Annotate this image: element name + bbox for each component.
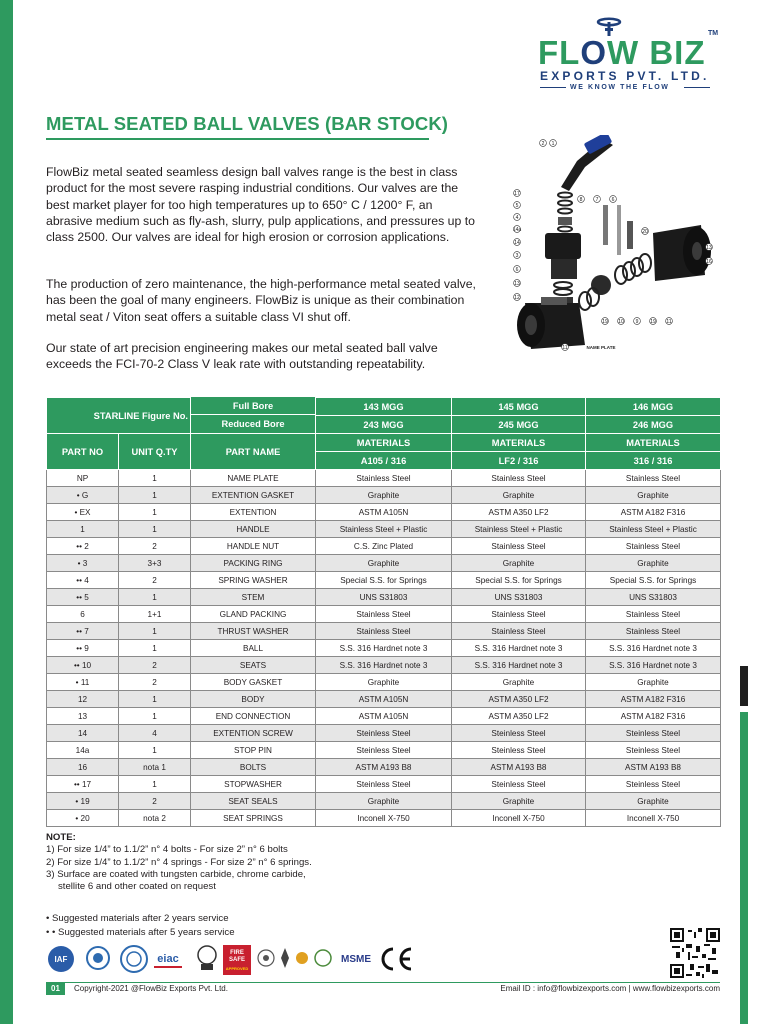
material-lf2-cell: Graphite (452, 793, 586, 810)
part-no-cell: •• 9 (47, 640, 119, 657)
callout-label: 1 (551, 140, 555, 147)
unit-qty-cell: 1 (119, 776, 191, 793)
gem-logo-icon (312, 944, 334, 974)
material-a105-cell: Stainless Steel (316, 606, 452, 623)
material-a105-cell: Steinless Steel (316, 725, 452, 742)
part-name-cell: STOP PIN (191, 742, 316, 759)
unit-qty-cell: 2 (119, 657, 191, 674)
rohs-logo-icon (80, 944, 116, 974)
suggestions-legend (46, 912, 235, 939)
part-name-cell: SPRING WASHER (191, 572, 316, 589)
material-a105-cell: Stainless Steel (316, 470, 452, 487)
material-lf2-cell: Graphite (452, 487, 586, 504)
page-number: 01 (46, 983, 65, 995)
callout-label: 14 (514, 239, 520, 246)
callout-label: 2 (541, 140, 545, 147)
table-row (47, 776, 721, 793)
callout-label: 13 (514, 280, 520, 287)
part-no-cell: 12 (47, 691, 119, 708)
note-item: stellite 6 and other coated on request (58, 881, 216, 893)
part-no-cell: •• 4 (47, 572, 119, 589)
unit-qty-cell: 2 (119, 538, 191, 555)
materials-table (46, 397, 721, 827)
left-accent-bar (0, 0, 13, 1024)
iaf-logo-icon (46, 944, 76, 974)
full-bore-col1: 143 MGG (316, 398, 452, 416)
callout-label: 6 (515, 266, 519, 273)
table-row (47, 759, 721, 776)
table-row (47, 504, 721, 521)
full-bore-col2: 145 MGG (452, 398, 586, 416)
table-row (47, 691, 721, 708)
material-a105-cell: ASTM A105N (316, 504, 452, 521)
unit-qty-cell: 1 (119, 708, 191, 725)
callout-label: 19 (602, 318, 608, 325)
suggestion-item: • • Suggested materials after 5 years service (46, 926, 235, 938)
part-no-cell: •• 2 (47, 538, 119, 555)
notes-section (46, 832, 446, 893)
material-lf2-cell: Stainless Steel + Plastic (452, 521, 586, 538)
note-item: 2) For size 1/4” to 1.1/2” n° 4 springs - For size 2” n° 6 springs. (46, 856, 312, 868)
callout-label: 4 (515, 214, 519, 221)
part-no-cell: •• 17 (47, 776, 119, 793)
part-no-cell: 14a (47, 742, 119, 759)
table-row (47, 793, 721, 810)
fire-safe-logo-icon (222, 944, 252, 976)
svg-text:APPROVED: APPROVED (225, 966, 249, 971)
contact-info[interactable]: Email ID : info@flowbizexports.com | www.flowbizexports.com (500, 984, 720, 993)
callout-label: 7 (595, 196, 599, 203)
part-name-cell: BALL (191, 640, 316, 657)
material-a105-cell: Stainless Steel + Plastic (316, 521, 452, 538)
part-no-cell: •• 7 (47, 623, 119, 640)
ped-logo-icon (278, 944, 292, 974)
callout-label: 11 (562, 344, 568, 351)
part-no-cell: 13 (47, 708, 119, 725)
part-name-cell: STOPWASHER (191, 776, 316, 793)
material-316-cell: ASTM A193 B8 (586, 759, 721, 776)
material-lf2-cell: Stainless Steel (452, 606, 586, 623)
material-a105-cell: Graphite (316, 674, 452, 691)
logo-subtitle: EXPORTS PVT. LTD. (540, 69, 710, 83)
reduced-bore-col2: 245 MGG (452, 416, 586, 434)
material-316-cell: Steinless Steel (586, 725, 721, 742)
engineering-paragraph: Our state of art precision engineering makes our metal seated ball valve exceeds the FCI-70-2 Class V leak rate with outstanding repeatability. (46, 341, 438, 372)
table-row (47, 555, 721, 572)
part-no-cell: 1 (47, 521, 119, 538)
reduced-bore-col1: 243 MGG (316, 416, 452, 434)
callout-label: 19 (650, 318, 656, 325)
bureau-veritas-logo-icon (196, 944, 218, 974)
part-name-cell: GLAND PACKING (191, 606, 316, 623)
part-name-cell: END CONNECTION (191, 708, 316, 725)
trademark-mark: TM (708, 30, 719, 37)
material-lf2-cell: S.S. 316 Hardnet note 3 (452, 640, 586, 657)
callout-label: 6 (611, 196, 615, 203)
page-title: METAL SEATED BALL VALVES (BAR STOCK) (46, 113, 449, 134)
callout-label: 14a (512, 226, 522, 233)
copyright-text: Copyright-2021 @FlowBiz Exports Pvt. Ltd. (74, 984, 228, 993)
material-lf2-cell: Steinless Steel (452, 742, 586, 759)
part-no-cell: • 3 (47, 555, 119, 572)
svg-text:SAFE: SAFE (228, 957, 246, 963)
unit-qty-cell: 1 (119, 623, 191, 640)
material-316-cell: Stainless Steel (586, 538, 721, 555)
svg-text:eiac: eiac (157, 953, 179, 965)
unit-qty-cell: nota 2 (119, 810, 191, 827)
footer-divider (46, 982, 720, 983)
note-item: 3) Surface are coated with tungsten carbide, chrome carbide, (46, 868, 306, 880)
material-lf2-cell: ASTM A193 B8 (452, 759, 586, 776)
callout-label: 12 (514, 294, 520, 301)
part-name-cell: NAME PLATE (191, 470, 316, 487)
part-name-cell: BOLTS (191, 759, 316, 776)
part-name-cell: THRUST WASHER (191, 623, 316, 640)
material-lf2-cell: Special S.S. for Springs (452, 572, 586, 589)
table-header-row (47, 398, 721, 416)
material-a105-cell: Graphite (316, 555, 452, 572)
qr-code-icon[interactable] (670, 928, 720, 978)
table-row (47, 538, 721, 555)
material-316-cell: Inconell X-750 (586, 810, 721, 827)
callout-label: 17 (514, 190, 520, 197)
unit-qty-cell: nota 1 (119, 759, 191, 776)
unit-qty-cell: 2 (119, 572, 191, 589)
certification-logos (46, 944, 416, 976)
material-a105-cell: ASTM A105N (316, 708, 452, 725)
material-lf2-cell: Stainless Steel (452, 538, 586, 555)
part-name-cell: EXTENTION (191, 504, 316, 521)
table-row (47, 640, 721, 657)
logo-tagline: WE KNOW THE FLOW (570, 84, 670, 91)
material-lf2-cell: Graphite (452, 674, 586, 691)
note-item: 1) For size 1/4” to 1.1/2” n° 4 bolts - For size 2” n° 6 bolts (46, 844, 288, 856)
material-316-cell: S.S. 316 Hardnet note 3 (586, 657, 721, 674)
material-316-cell: S.S. 316 Hardnet note 3 (586, 640, 721, 657)
table-row (47, 708, 721, 725)
material-a105-cell: Special S.S. for Springs (316, 572, 452, 589)
callout-label: 16 (706, 258, 712, 265)
intro-paragraph: FlowBiz metal seated seamless design ball valves range is the best in class product for the most severe rasping industrial conditions. Our valves are the best market player for too high temperatures up to 650° C / 1200° F, an abrasive medium such as fly-ash, slurry, pulp applications, and pressures up to class 2500. Our valves are ideal for high erosion or corrosion applications. (46, 165, 476, 245)
callout-label: 11 (666, 318, 672, 325)
material-316-cell: Stainless Steel (586, 606, 721, 623)
material-316-cell: ASTM A182 F316 (586, 691, 721, 708)
material-316-cell: Stainless Steel (586, 470, 721, 487)
table-row (47, 725, 721, 742)
table-row (47, 606, 721, 623)
table-row (47, 657, 721, 674)
maintenance-paragraph: The production of zero maintenance, the high-performance metal seated valve, has been the goal of many engineers. FlowBiz is unique as their combination metal seat / Viton seat offers a suitable class VI shut off. (46, 277, 476, 324)
part-name-header: PART NAME (191, 434, 316, 470)
table-row (47, 589, 721, 606)
full-bore-label: Full Bore (190, 397, 315, 415)
part-no-header: PART NO (47, 434, 119, 470)
unit-qty-cell: 1 (119, 487, 191, 504)
material-316-cell: Stainless Steel + Plastic (586, 521, 721, 538)
material-lf2-cell: ASTM A350 LF2 (452, 504, 586, 521)
materials-header: MATERIALS (316, 434, 452, 452)
logo-wordmark: FLOW BIZ (538, 34, 706, 71)
grade-header: A105 / 316 (316, 452, 452, 470)
material-316-cell: Special S.S. for Springs (586, 572, 721, 589)
callout-label: 10 (618, 318, 624, 325)
material-316-cell: Stainless Steel (586, 623, 721, 640)
material-316-cell: Graphite (586, 793, 721, 810)
material-a105-cell: Stainless Steel (316, 623, 452, 640)
right-dark-tab (740, 666, 748, 706)
material-316-cell: Graphite (586, 555, 721, 572)
material-316-cell: Graphite (586, 674, 721, 691)
material-a105-cell: Graphite (316, 793, 452, 810)
material-a105-cell: Inconell X-750 (316, 810, 452, 827)
part-no-cell: • 19 (47, 793, 119, 810)
unit-qty-cell: 1 (119, 470, 191, 487)
svg-text:MSME: MSME (341, 954, 371, 965)
tagline-rule-right (684, 87, 710, 88)
material-a105-cell: S.S. 316 Hardnet note 3 (316, 657, 452, 674)
unit-qty-cell: 3+3 (119, 555, 191, 572)
part-name-cell: HANDLE (191, 521, 316, 538)
material-lf2-cell: ASTM A350 LF2 (452, 708, 586, 725)
part-name-cell: SEAT SPRINGS (191, 810, 316, 827)
table-row (47, 674, 721, 691)
material-a105-cell: Steinless Steel (316, 742, 452, 759)
part-no-cell: •• 5 (47, 589, 119, 606)
right-accent-bar (740, 712, 748, 1024)
unit-qty-cell: 2 (119, 674, 191, 691)
material-a105-cell: ASTM A105N (316, 691, 452, 708)
material-a105-cell: S.S. 316 Hardnet note 3 (316, 640, 452, 657)
grade-header: 316 / 316 (586, 452, 721, 470)
material-lf2-cell: ASTM A350 LF2 (452, 691, 586, 708)
part-no-cell: 6 (47, 606, 119, 623)
svg-text:IAF: IAF (54, 955, 68, 964)
callout-label: 20 (642, 228, 648, 235)
material-lf2-cell: UNS S31803 (452, 589, 586, 606)
part-no-cell: • 11 (47, 674, 119, 691)
material-a105-cell: C.S. Zinc Plated (316, 538, 452, 555)
name-plate-label: NAME PLATE (586, 345, 616, 350)
full-bore-col3: 146 MGG (586, 398, 721, 416)
msme-logo-icon (336, 944, 376, 974)
table-row (47, 572, 721, 589)
unit-qty-cell: 4 (119, 725, 191, 742)
part-name-cell: STEM (191, 589, 316, 606)
unit-qty-cell: 1 (119, 640, 191, 657)
material-316-cell: ASTM A182 F316 (586, 708, 721, 725)
material-a105-cell: Steinless Steel (316, 776, 452, 793)
flowbiz-logo (536, 16, 726, 96)
material-lf2-cell: Stainless Steel (452, 470, 586, 487)
material-a105-cell: Graphite (316, 487, 452, 504)
material-a105-cell: UNS S31803 (316, 589, 452, 606)
part-no-cell: • EX (47, 504, 119, 521)
materials-header: MATERIALS (586, 434, 721, 452)
part-name-cell: SEAT SEALS (191, 793, 316, 810)
material-lf2-cell: Graphite (452, 555, 586, 572)
callout-label: 3 (515, 252, 519, 259)
table-row (47, 742, 721, 759)
part-no-cell: •• 10 (47, 657, 119, 674)
reduced-bore-label: Reduced Bore (190, 415, 315, 433)
material-316-cell: Graphite (586, 487, 721, 504)
unit-qty-cell: 1 (119, 691, 191, 708)
svg-text:FIRE: FIRE (230, 950, 244, 956)
part-no-cell: 14 (47, 725, 119, 742)
unit-qty-cell: 1 (119, 742, 191, 759)
part-no-cell: • 20 (47, 810, 119, 827)
material-316-cell: UNS S31803 (586, 589, 721, 606)
reduced-bore-col3: 246 MGG (586, 416, 721, 434)
part-no-cell: • G (47, 487, 119, 504)
atex-logo-icon (294, 944, 310, 974)
part-no-cell: 16 (47, 759, 119, 776)
ce-mark-logo-icon (118, 944, 152, 974)
tagline-rule-left (540, 87, 566, 88)
part-name-cell: BODY GASKET (191, 674, 316, 691)
part-name-cell: PACKING RING (191, 555, 316, 572)
table-header-row (47, 434, 721, 452)
ce-logo-icon (378, 944, 416, 974)
iso-seal-logo-icon (256, 944, 276, 974)
unit-qty-cell: 1+1 (119, 606, 191, 623)
part-name-cell: BODY (191, 691, 316, 708)
material-316-cell: Steinless Steel (586, 742, 721, 759)
table-row (47, 470, 721, 487)
material-lf2-cell: Steinless Steel (452, 725, 586, 742)
material-a105-cell: ASTM A193 B8 (316, 759, 452, 776)
unit-qty-cell: 1 (119, 504, 191, 521)
material-lf2-cell: Stainless Steel (452, 623, 586, 640)
suggestion-item: • Suggested materials after 2 years service (46, 913, 229, 924)
title-underline (46, 138, 429, 140)
notes-heading: NOTE: (46, 832, 76, 843)
exploded-valve-diagram (505, 135, 720, 357)
grade-header: LF2 / 316 (452, 452, 586, 470)
callout-label: 13 (706, 244, 712, 251)
callout-label: 9 (635, 318, 639, 325)
materials-header: MATERIALS (452, 434, 586, 452)
part-name-cell: SEATS (191, 657, 316, 674)
table-row (47, 623, 721, 640)
unit-qty-cell: 1 (119, 589, 191, 606)
part-name-cell: HANDLE NUT (191, 538, 316, 555)
unit-qty-header: UNIT Q.TY (119, 434, 191, 470)
starline-header: STARLINE Figure No. (47, 398, 316, 434)
part-name-cell: EXTENTION GASKET (191, 487, 316, 504)
material-lf2-cell: S.S. 316 Hardnet note 3 (452, 657, 586, 674)
table-row (47, 487, 721, 504)
callout-label: 8 (579, 196, 583, 203)
unit-qty-cell: 2 (119, 793, 191, 810)
material-316-cell: ASTM A182 F316 (586, 504, 721, 521)
callout-label: 5 (515, 202, 519, 209)
unit-qty-cell: 1 (119, 521, 191, 538)
table-row (47, 810, 721, 827)
material-316-cell: Steinless Steel (586, 776, 721, 793)
material-lf2-cell: Inconell X-750 (452, 810, 586, 827)
material-lf2-cell: Steinless Steel (452, 776, 586, 793)
part-name-cell: EXTENTION SCREW (191, 725, 316, 742)
table-row (47, 521, 721, 538)
eiac-logo-icon (150, 944, 186, 974)
part-no-cell: NP (47, 470, 119, 487)
